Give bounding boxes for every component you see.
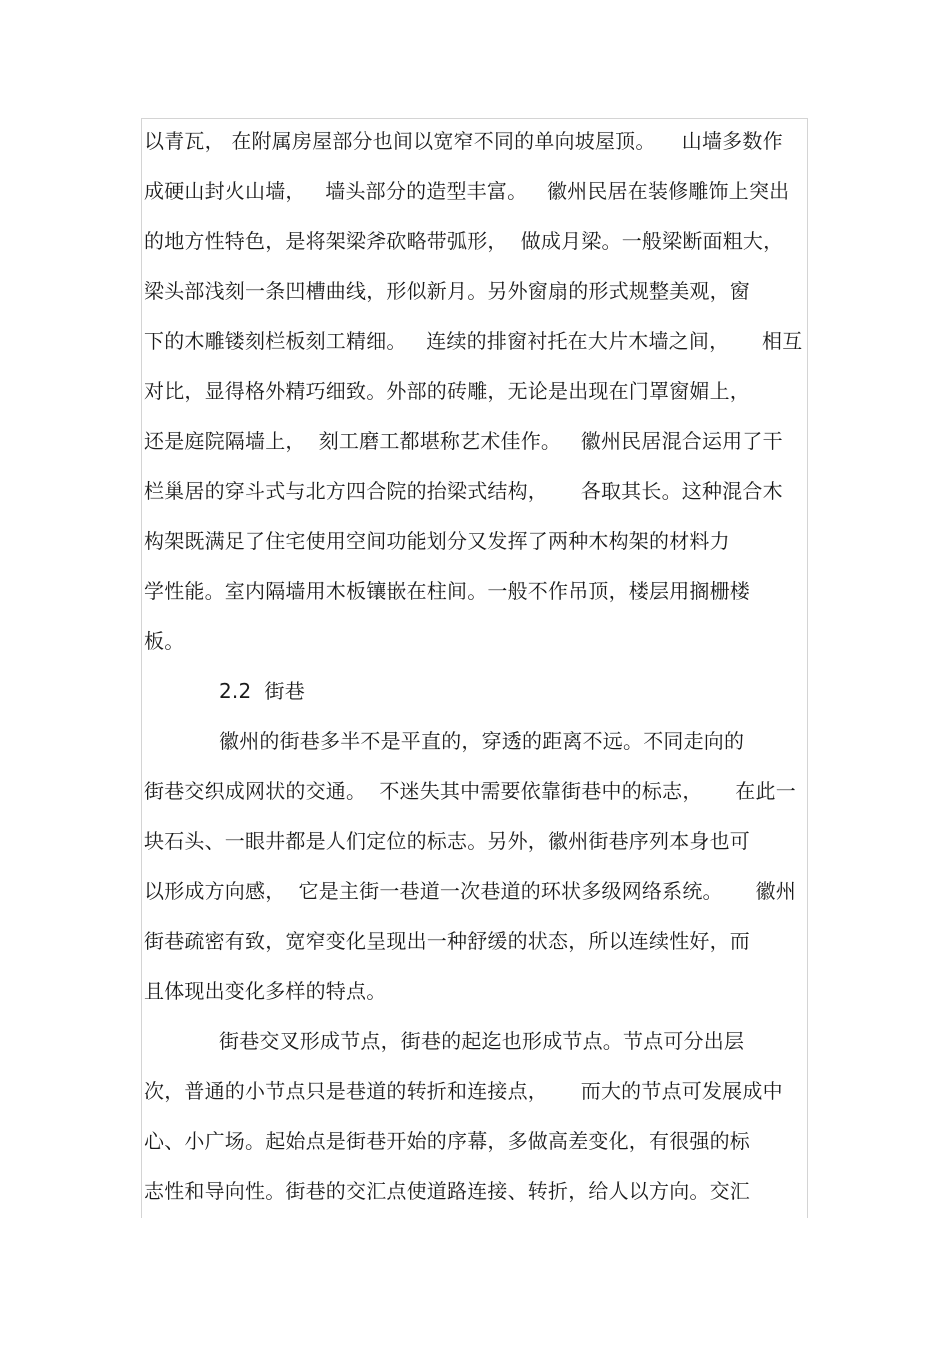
text-line: 心、小广场。起始点是街巷开始的序幕，多做高差变化，有很强的标 (144, 1129, 750, 1153)
text-line: 成硬山封火山墙， 墙头部分的造型丰富。 徽州民居在装修雕饰上突出 (144, 179, 790, 203)
text-line: 栏巢居的穿斗式与北方四合院的抬梁式结构， 各取其长。这种混合木 (144, 479, 783, 503)
text-line: 志性和导向性。街巷的交汇点使道路连接、转折，给人以方向。交汇 (144, 1179, 750, 1203)
text-line: 还是庭院隔墙上， 刻工磨工都堪称艺术佳作。 徽州民居混合运用了干 (144, 429, 783, 453)
text-line: 梁头部浅刻一条凹槽曲线，形似新月。另外窗扇的形式规整美观，窗 (144, 279, 750, 303)
text-line: 徽州的街巷多半不是平直的，穿透的距离不远。不同走向的 (219, 729, 745, 753)
text-line: 块石头、一眼井都是人们定位的标志。另外，徽州街巷序列本身也可 (144, 829, 750, 853)
text-line: 学性能。室内隔墙用木板镶嵌在柱间。一般不作吊顶，楼层用搁栅楼 (144, 579, 750, 603)
text-line: 对比，显得格外精巧细致。外部的砖雕，无论是出现在门罩窗媚上， (144, 379, 750, 403)
body-text (144, 122, 808, 1222)
text-line: 的地方性特色，是将架梁斧砍略带弧形， 做成月梁。一般梁断面粗大， (144, 229, 784, 253)
text-line: 街巷交织成网状的交通。 不迷失其中需要依靠街巷中的标志， 在此一 (144, 779, 796, 803)
text-line: 板。 (144, 629, 185, 653)
text-line: 街巷疏密有致，宽窄变化呈现出一种舒缓的状态，所以连续性好，而 (144, 929, 750, 953)
section-heading: 2.2 街巷 (219, 679, 305, 703)
text-line: 街巷交叉形成节点，街巷的起迄也形成节点。节点可分出层 (219, 1029, 745, 1053)
text-line: 以形成方向感， 它是主街一巷道一次巷道的环状多级网络系统。 徽州 (144, 879, 796, 903)
text-line: 下的木雕镂刻栏板刻工精细。 连续的排窗衬托在大片木墙之间， 相互 (144, 329, 803, 353)
text-line: 构架既满足了住宅使用空间功能划分又发挥了两种木构架的材料力 (144, 529, 730, 553)
text-line: 且体现出变化多样的特点。 (144, 979, 387, 1003)
text-line: 次，普通的小节点只是巷道的转折和连接点， 而大的节点可发展成中 (144, 1079, 783, 1103)
text-line: 以青瓦， 在附属房屋部分也间以宽窄不同的单向坡屋顶。 山墙多数作 (144, 129, 783, 153)
